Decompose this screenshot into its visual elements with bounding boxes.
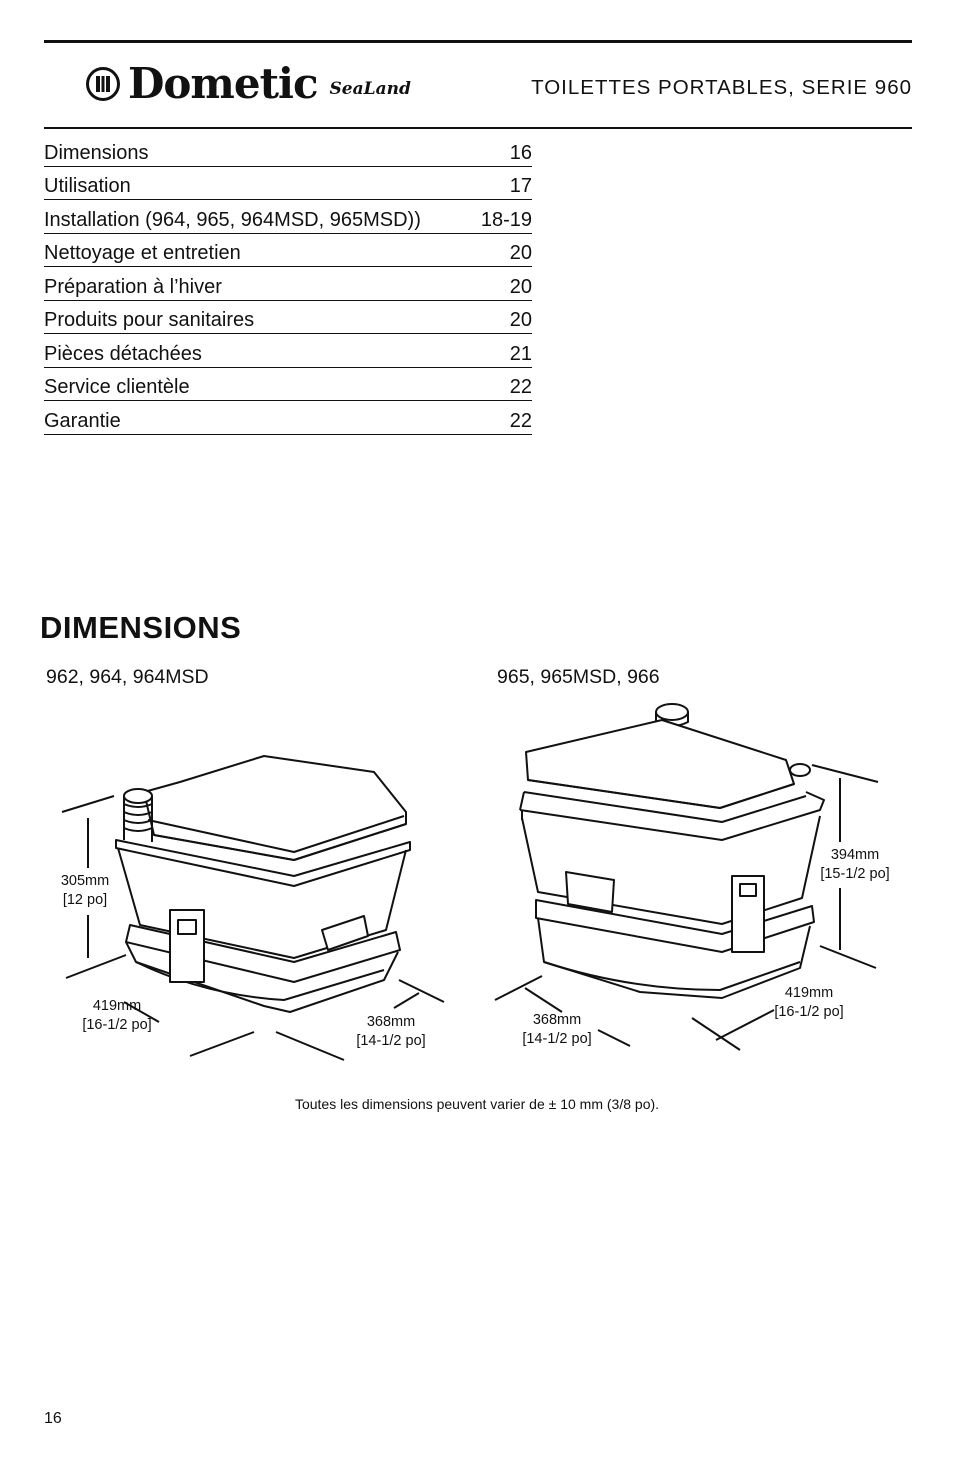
dim-mm: 305mm [60, 873, 110, 889]
right-depth-dimension [510, 1011, 604, 1049]
document-title: TOILETTES PORTABLES, SERIE 960 [531, 76, 912, 99]
toc-row[interactable] [44, 334, 532, 368]
toc-label: Utilisation [44, 175, 131, 197]
right-height-dimension [808, 846, 902, 884]
toc-page: 22 [509, 376, 532, 398]
dim-mm: 419mm [92, 998, 142, 1014]
toc-label: Dimensions [44, 141, 149, 164]
toc-page: 17 [509, 175, 532, 197]
page-number: 16 [44, 1410, 62, 1427]
tolerance-note: Toutes les dimensions peuvent varier de ± 10 mm (3/8 po). [294, 1096, 660, 1112]
toc-page: 20 [509, 309, 532, 331]
right-width-dimension [762, 984, 856, 1022]
dim-mm: 419mm [784, 985, 834, 1001]
toc-label: Service clientèle [44, 376, 190, 398]
dim-mm: 368mm [366, 1014, 416, 1030]
dim-in: [16-1/2 po] [774, 1004, 844, 1020]
brand-logo [86, 59, 411, 108]
dim-in: [16-1/2 po] [82, 1017, 152, 1033]
dim-in: [14-1/2 po] [356, 1033, 426, 1049]
toc-row[interactable] [44, 234, 532, 268]
toc-page: 18-19 [480, 208, 532, 231]
toc-row[interactable] [44, 267, 532, 301]
left-width-dimension [72, 997, 162, 1035]
toc-row[interactable] [44, 301, 532, 335]
dim-mm: 394mm [830, 847, 880, 863]
toc-row[interactable] [44, 401, 532, 435]
dim-in: [12 po] [62, 892, 108, 908]
section-title: DIMENSIONS [40, 610, 242, 645]
toc-label: Garantie [44, 409, 121, 432]
toc-label: Installation (964, 965, 964MSD, 965MSD)) [44, 208, 421, 231]
dometic-logo-icon [86, 67, 120, 101]
toc-row[interactable] [44, 167, 532, 201]
dim-mm: 368mm [532, 1012, 582, 1028]
toc-label: Nettoyage et entretien [44, 242, 241, 264]
left-height-dimension [48, 872, 122, 910]
toc-row[interactable] [44, 133, 532, 167]
model-label-right: 965, 965MSD, 966 [497, 666, 660, 688]
toc-label: Produits pour sanitaires [44, 309, 255, 331]
header-bottom-rule [44, 127, 912, 129]
sub-brand-name: SeaLand [329, 79, 411, 99]
dim-in: [15-1/2 po] [820, 866, 890, 882]
table-of-contents [44, 133, 532, 435]
toc-page: 22 [509, 409, 532, 432]
toc-page: 20 [509, 242, 532, 264]
dim-in: [14-1/2 po] [522, 1031, 592, 1047]
brand-name: Dometic [128, 59, 318, 108]
toc-page: 20 [509, 275, 532, 298]
toc-row[interactable] [44, 368, 532, 402]
left-depth-dimension [344, 1013, 438, 1051]
toc-page: 16 [509, 141, 532, 164]
toc-label: Préparation à l’hiver [44, 275, 222, 298]
toc-label: Pièces détachées [44, 342, 202, 365]
header-top-rule [44, 40, 912, 43]
toc-row[interactable] [44, 200, 532, 234]
toc-page: 21 [509, 342, 532, 365]
model-label-left: 962, 964, 964MSD [46, 666, 209, 688]
